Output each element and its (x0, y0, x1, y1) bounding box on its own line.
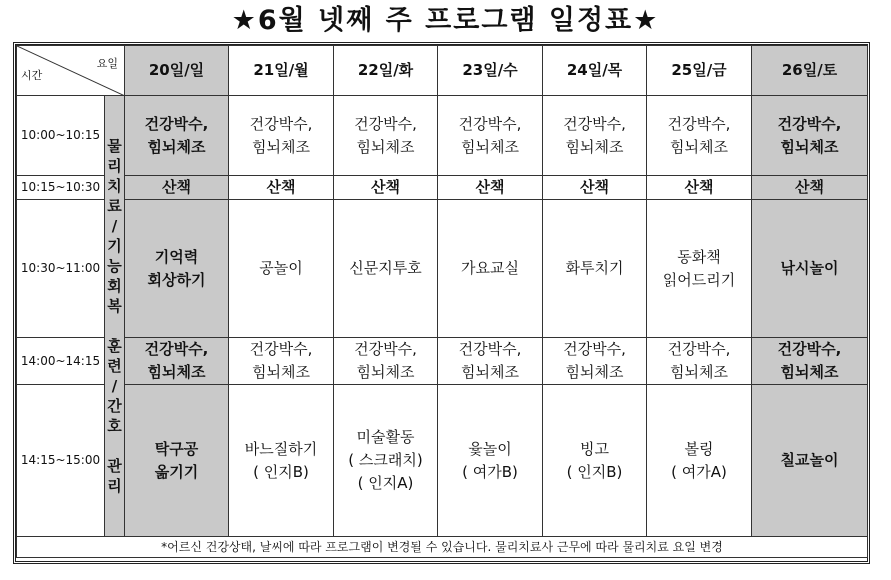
page-title: ★6월 넷째 주 프로그램 일정표★ (231, 5, 660, 36)
corner-cell (17, 46, 125, 96)
program-cell: 산책 (334, 176, 438, 200)
program-cell: 동화책 읽어드리기 (647, 200, 752, 338)
program-cell: 건강박수, 힘뇌체조 (438, 96, 543, 176)
program-cell: 기억력 회상하기 (125, 200, 229, 338)
time-cell: 10:30~11:00 (17, 200, 105, 338)
program-cell: 산책 (752, 176, 868, 200)
program-cell: 건강박수, 힘뇌체조 (229, 338, 334, 385)
program-cell: 건강박수, 힘뇌체조 (438, 338, 543, 385)
day-header: 22일/화 (334, 46, 438, 96)
program-cell: 윷놀이 ( 여가B) (438, 385, 543, 537)
time-cell: 14:15~15:00 (17, 385, 105, 537)
program-cell: 건강박수, 힘뇌체조 (752, 96, 868, 176)
program-cell: 건강박수, 힘뇌체조 (125, 96, 229, 176)
program-cell: 가요교실 (438, 200, 543, 338)
footnote: *어르신 건강상태, 날씨에 따라 프로그램이 변경될 수 있습니다. 물리치료사 근무에 따라 물리치료 요일 변경 (17, 537, 868, 558)
program-cell: 건강박수, 힘뇌체조 (647, 96, 752, 176)
schedule-row (17, 338, 868, 385)
day-header: 24일/목 (543, 46, 647, 96)
program-cell: 산책 (229, 176, 334, 200)
time-cell: 10:15~10:30 (17, 176, 105, 200)
program-cell: 건강박수, 힘뇌체조 (125, 338, 229, 385)
program-cell: 산책 (125, 176, 229, 200)
schedule-row (17, 200, 868, 338)
day-header: 23일/수 (438, 46, 543, 96)
schedule-row (17, 385, 868, 537)
program-cell: 화투치기 (543, 200, 647, 338)
program-cell: 탁구공 옮기기 (125, 385, 229, 537)
program-cell: 산책 (543, 176, 647, 200)
schedule-row (17, 96, 868, 176)
day-header: 21일/월 (229, 46, 334, 96)
corner-time-label: 시간 (21, 69, 43, 82)
program-cell: 건강박수, 힘뇌체조 (752, 338, 868, 385)
day-header: 25일/금 (647, 46, 752, 96)
program-cell: 건강박수, 힘뇌체조 (334, 96, 438, 176)
header-row (17, 46, 868, 96)
program-cell: 건강박수, 힘뇌체조 (543, 96, 647, 176)
program-cell: 건강박수, 힘뇌체조 (543, 338, 647, 385)
program-cell: 볼링 ( 여가A) (647, 385, 752, 537)
program-cell: 건강박수, 힘뇌체조 (334, 338, 438, 385)
program-cell: 산책 (647, 176, 752, 200)
program-cell: 건강박수, 힘뇌체조 (647, 338, 752, 385)
corner-day-label: 요일 (96, 57, 118, 70)
time-cell: 10:00~10:15 (17, 96, 105, 176)
program-cell: 신문지투호 (334, 200, 438, 338)
day-header: 20일/일 (125, 46, 229, 96)
program-cell: 산책 (438, 176, 543, 200)
program-cell: 빙고 ( 인지B) (543, 385, 647, 537)
program-cell: 미술활동 ( 스크래치) ( 인지A) (334, 385, 438, 537)
schedule-table (16, 45, 868, 558)
schedule-row (17, 176, 868, 200)
program-cell: 건강박수, 힘뇌체조 (229, 96, 334, 176)
program-cell: 칠교놀이 (752, 385, 868, 537)
footnote-row (17, 537, 868, 558)
schedule-frame (13, 42, 870, 564)
program-cell: 낚시놀이 (752, 200, 868, 338)
category-label: 물 리 치 료 / 기 능 회 복 훈 련 / 간 호 관 리 (105, 96, 125, 537)
day-header: 26일/토 (752, 46, 868, 96)
program-cell: 공놀이 (229, 200, 334, 338)
program-cell: 바느질하기 ( 인지B) (229, 385, 334, 537)
time-cell: 14:00~14:15 (17, 338, 105, 385)
